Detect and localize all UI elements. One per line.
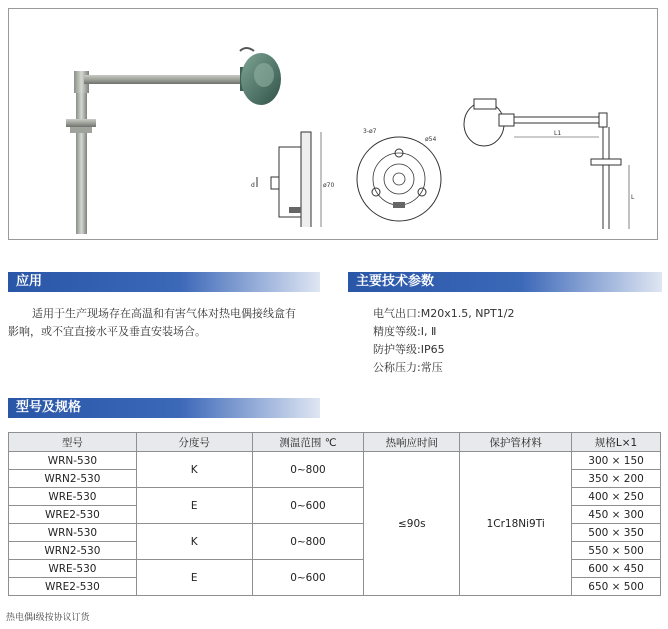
application-text [8, 305, 328, 341]
col-spec: 规格L×1 [572, 433, 661, 452]
application-header: 应用 [8, 272, 320, 292]
svg-text:ø70: ø70 [323, 182, 335, 189]
model-cell: WRN2-530 [9, 470, 137, 488]
col-range: 测温范围 ℃ [252, 433, 364, 452]
col-material: 保护管材料 [460, 433, 572, 452]
col-response: 热响应时间 [364, 433, 460, 452]
footer-note: 热电偶Ⅰ级按协议订货 [6, 613, 90, 623]
grade-cell: K [136, 524, 252, 560]
svg-text:3-ø7: 3-ø7 [363, 128, 377, 135]
spec-cell: 450 × 300 [572, 506, 661, 524]
model-cell: WRN-530 [9, 524, 137, 542]
grade-cell: K [136, 452, 252, 488]
assembly-drawing [459, 89, 649, 239]
model-cell: WRE2-530 [9, 506, 137, 524]
range-cell: 0~800 [252, 452, 364, 488]
spec-cell: 650 × 500 [572, 578, 661, 596]
spec-cell: 300 × 150 [572, 452, 661, 470]
model-cell: WRE-530 [9, 560, 137, 578]
models-table [8, 432, 661, 596]
flange-front-drawing [345, 119, 455, 229]
range-cell: 0~600 [252, 488, 364, 524]
range-cell: 0~800 [252, 524, 364, 560]
flange-side-drawing [249, 127, 344, 227]
table-header-row [9, 433, 661, 452]
spec-protection: 防护等级:IP65 [373, 343, 445, 356]
spec-cell: 500 × 350 [572, 524, 661, 542]
spec-electrical: 电气出口:M20x1.5, NPT1/2 [373, 307, 515, 320]
grade-cell: E [136, 560, 252, 596]
col-grade: 分度号 [136, 433, 252, 452]
tech-params-header: 主要技术参数 [348, 272, 662, 292]
table-row [9, 452, 661, 470]
svg-text:L: L [631, 194, 635, 201]
spec-cell: 400 × 250 [572, 488, 661, 506]
models-header: 型号及规格 [8, 398, 320, 418]
model-cell: WRE2-530 [9, 578, 137, 596]
svg-text:ø54: ø54 [425, 136, 437, 143]
svg-text:L1: L1 [554, 130, 562, 137]
material-cell: 1Cr18Ni9Ti [460, 452, 572, 596]
response-cell: ≤90s [364, 452, 460, 596]
spec-cell: 350 × 200 [572, 470, 661, 488]
col-model: 型号 [9, 433, 137, 452]
tech-params-list [373, 305, 514, 377]
model-cell: WRE-530 [9, 488, 137, 506]
spec-cell: 600 × 450 [572, 560, 661, 578]
application-text-line2: 影响，或不宜直接水平及垂直安装场合。 [8, 325, 206, 338]
product-figure-panel [8, 8, 658, 240]
spec-pressure: 公称压力:常压 [373, 361, 443, 374]
spec-accuracy: 精度等级:Ⅰ, Ⅱ [373, 325, 437, 338]
svg-text:d: d [251, 182, 255, 189]
model-cell: WRN2-530 [9, 542, 137, 560]
application-text-line1: 适用于生产现场存在高温和有害气体对热电偶接线盒有 [32, 307, 296, 320]
range-cell: 0~600 [252, 560, 364, 596]
grade-cell: E [136, 488, 252, 524]
spec-cell: 550 × 500 [572, 542, 661, 560]
model-cell: WRN-530 [9, 452, 137, 470]
